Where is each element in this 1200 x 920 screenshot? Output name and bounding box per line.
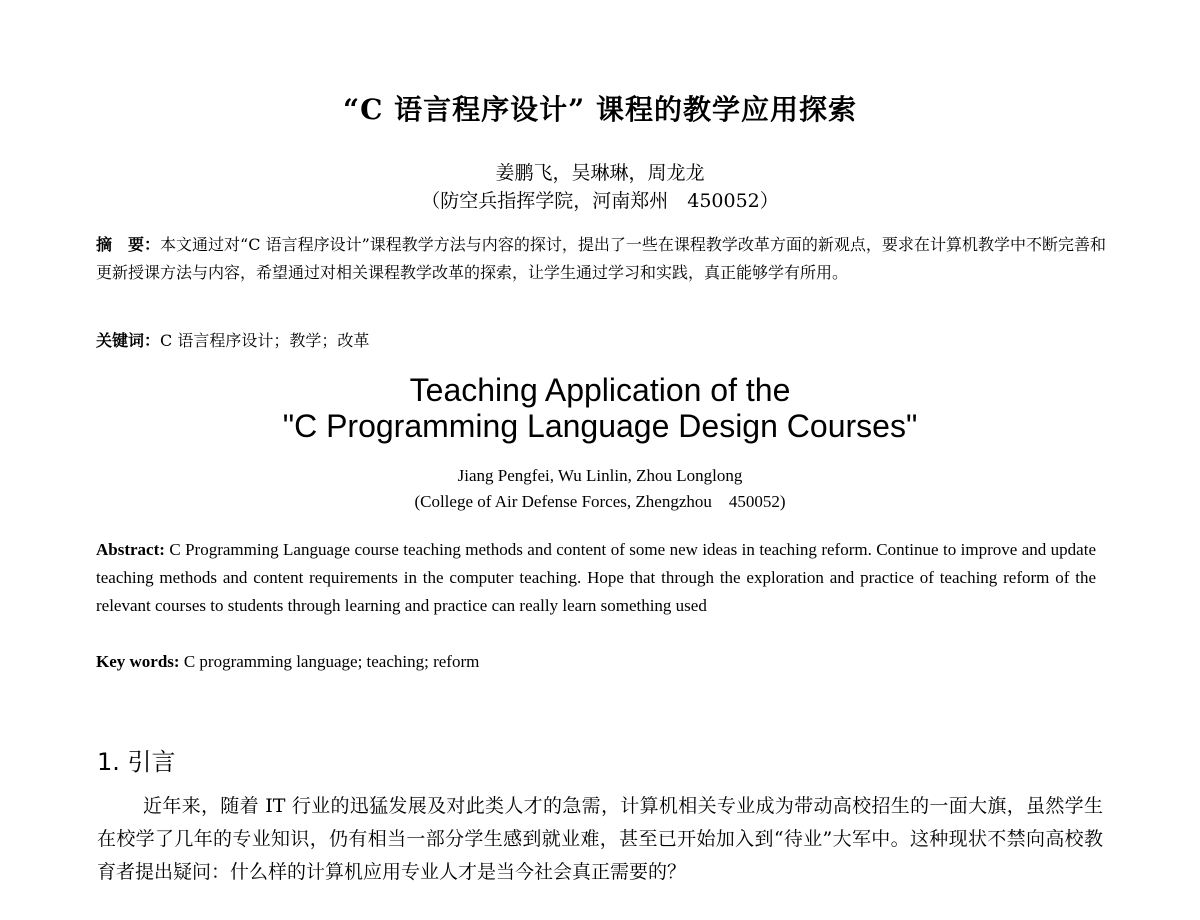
english-abstract — [96, 536, 1096, 620]
chinese-authors: 姜鹏飞，吴琳琳，周龙龙 — [495, 162, 705, 184]
english-title-line-1: Teaching Application of the — [409, 372, 791, 408]
chinese-abstract — [96, 231, 1106, 287]
english-title — [0, 372, 1200, 444]
english-authors: Jiang Pengfei, Wu Linlin, Zhou Longlong — [457, 466, 743, 485]
english-keywords — [96, 648, 1096, 676]
chinese-title: “C 语言程序设计” 课程的教学应用探索 — [343, 93, 857, 126]
chinese-keywords — [96, 327, 1106, 355]
english-keywords-label: Key words: — [96, 652, 180, 671]
chinese-keywords-text: C 语言程序设计；教学；改革 — [160, 331, 370, 350]
english-keywords-text: C programming language; teaching; reform — [179, 652, 480, 671]
english-abstract-label: Abstract: — [96, 540, 165, 559]
section-1-paragraph: 近年来，随着 IT 行业的迅猛发展及对此类人才的急需，计算机相关专业成为带动高校招生的一面大旗，虽然学生在校学了几年的专业知识，仍有相当一部分学生感到就业难，甚至已开始加入到“待业”大军中。这种现状不禁向高校教育者提出疑问：什么样的计算机应用专业人才是当今社会真正需要的？ — [97, 795, 1103, 883]
chinese-abstract-label: 摘 要： — [96, 235, 161, 254]
chinese-affiliation: （防空兵指挥学院，河南郑州 450052） — [421, 190, 779, 212]
english-title-line-2: "C Programming Language Design Courses" — [282, 408, 918, 444]
english-affiliation: (College of Air Defense Forces, Zhengzhou 450052) — [414, 492, 786, 511]
chinese-abstract-text: 本文通过对“C 语言程序设计”课程教学方法与内容的探讨，提出了一些在课程教学改革方面的新观点，要求在计算机教学中不断完善和更新授课方法与内容，希望通过对相关课程教学改革的探索，让学生通过学习和实践，真正能够学有所用。 — [96, 235, 1106, 282]
section-1-heading: 1. 引言 — [97, 748, 176, 776]
english-abstract-text: C Programming Language course teaching methods and content of some new ideas in teaching reform. Continue to improve and update teaching methods and content requirements in the computer teaching. Hope that through the exploration and practice of teaching reform of the relevant courses to students through learning and practice can really learn something used — [96, 540, 1096, 615]
chinese-keywords-label: 关键词： — [96, 331, 161, 350]
